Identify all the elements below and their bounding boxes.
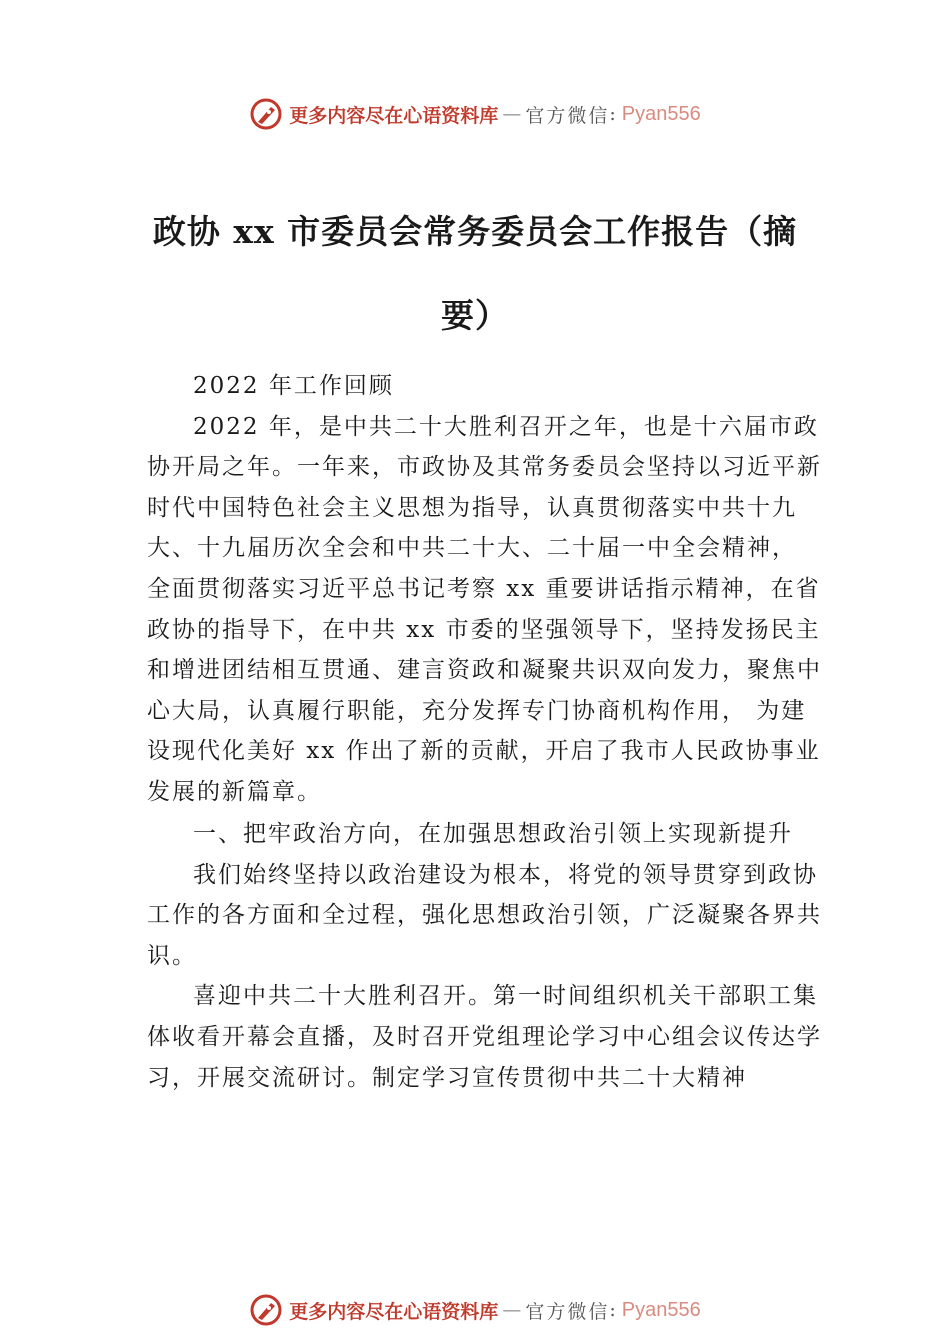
section-heading: 2022 年工作回顾	[193, 373, 394, 399]
watermark-dash: —	[502, 1299, 522, 1321]
pen-nib-seal-icon	[249, 97, 283, 131]
section-heading-1: 一、把牢政治方向，在加强思想政治引领上实现新提升	[193, 820, 793, 847]
watermark-wechat-id: Pyan556	[621, 102, 701, 125]
watermark-dash: —	[502, 103, 522, 125]
paragraph: 我们始终坚持以政治建设为根本，将党的领导贯穿到政协工作的各方面和全过程，强化思想政治引领，广泛凝聚各界共识。	[147, 861, 822, 969]
watermark-text: 更多内容尽在心语资料库	[289, 104, 499, 127]
paragraph: 2022 年，是中共二十大胜利召开之年，也是十六届市政协开局之年。一年来，市政协及其常务委员会坚持以习近平新时代中国特色社会主义思想为指导，认真贯彻落实中共十九大、十九届历次全会和中共二十大、二十届一中全会精神， 全面贯彻落实习近平总书记考察 xx 重要讲话指示精神，在省政协的指导下，在中共 xx 市委的坚强领导下，坚持发扬民主和增进团结相互贯通、建言资政和凝聚共识双向发力，聚焦中心大局，认真履行职能，充分发挥专门协商机构作用， 为建设现代化美好 xx 作出了新的贡献，开启了我市人民政协事业发展的新篇章。	[147, 413, 822, 805]
watermark-wechat-id: Pyan556	[621, 1298, 701, 1321]
document-title: 政协 xx 市委员会常务委员会工作报告（摘要）	[152, 212, 798, 335]
watermark-banner-top	[0, 94, 950, 134]
watermark-text: 更多内容尽在心语资料库	[289, 1300, 499, 1323]
watermark-colon: :	[609, 103, 616, 125]
paragraph: 喜迎中共二十大胜利召开。第一时间组织机关干部职工集体收看开幕会直播，及时召开党组理论学习中心组会议传达学习，开展交流研讨。制定学习宣传贯彻中共二十大精神	[147, 983, 822, 1091]
watermark-banner-bottom	[0, 1290, 950, 1330]
watermark-official: 官方微信	[525, 104, 610, 127]
watermark-colon: :	[609, 1299, 616, 1321]
watermark-official: 官方微信	[525, 1300, 610, 1323]
pen-nib-seal-icon	[249, 1293, 283, 1327]
document-body	[147, 366, 830, 1098]
